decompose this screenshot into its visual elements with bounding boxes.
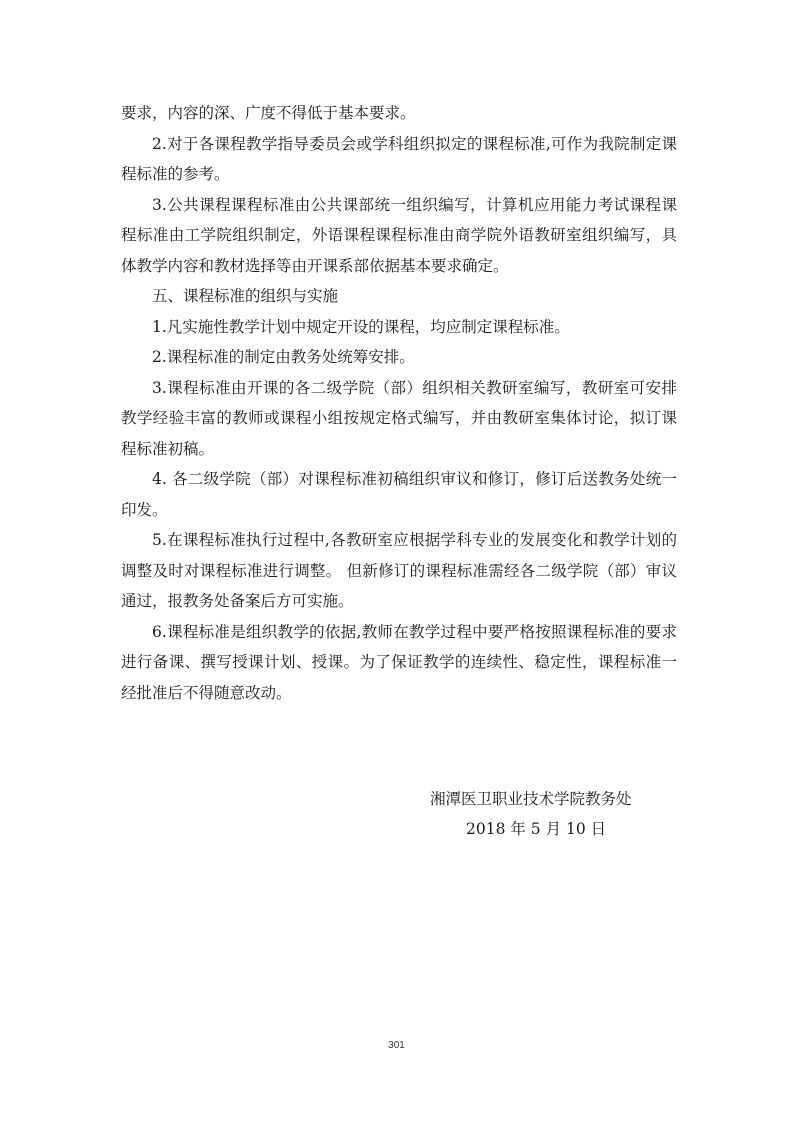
paragraph: 要求，内容的深、广度不得低于基本要求。 — [121, 104, 416, 122]
paragraph: 5.在课程标准执行过程中,各教研室应根据学科专业的发展变化和教学计划的调整及时对课程标准进行调整。 但新修订的课程标准需经各二级学院（部）审议通过，报教务处备案后方可实施。 — [121, 531, 677, 610]
paragraph: 4. 各二级学院（部）对课程标准初稿组织审议和修订，修订后送教务处统一印发。 — [121, 470, 677, 519]
signature-date: 2018 年 5 月 10 日 — [466, 820, 607, 838]
paragraph: 2.对于各课程教学指导委员会或学科组织拟定的课程标准,可作为我院制定课程标准的参考。 — [121, 134, 677, 183]
paragraph: 2.课程标准的制定由教务处统筹安排。 — [152, 348, 415, 366]
signature-org: 湘潭医卫职业技术学院教务处 — [430, 790, 632, 808]
paragraph: 6.课程标准是组织教学的依据,教师在教学过程中要严格按照课程标准的要求进行备课、撰写授课计划、授课。为了保证教学的连续性、稳定性，课程标准一经批准后不得随意改动。 — [121, 622, 677, 702]
paragraph: 1.凡实施性教学计划中规定开设的课程，均应制定课程标准。 — [152, 317, 570, 336]
page-number: 301 — [388, 1040, 405, 1051]
paragraph: 3.课程标准由开课的各二级学院（部）组织相关教研室编写，教研室可安排教学经验丰富的教师或课程小组按规定格式编写，并由教研室集体讨论，拟订课程标准初稿。 — [121, 378, 677, 458]
section-heading: 五、课程标准的组织与实施 — [152, 287, 339, 305]
paragraph: 3.公共课程课程标准由公共课部统一组织编写，计算机应用能力考试课程课程标准由工学院组织制定，外语课程课程标准由商学院外语教研室组织编写，具体教学内容和教材选择等由开课系部依据基本要求确定。 — [121, 195, 677, 275]
document-body — [121, 98, 677, 708]
